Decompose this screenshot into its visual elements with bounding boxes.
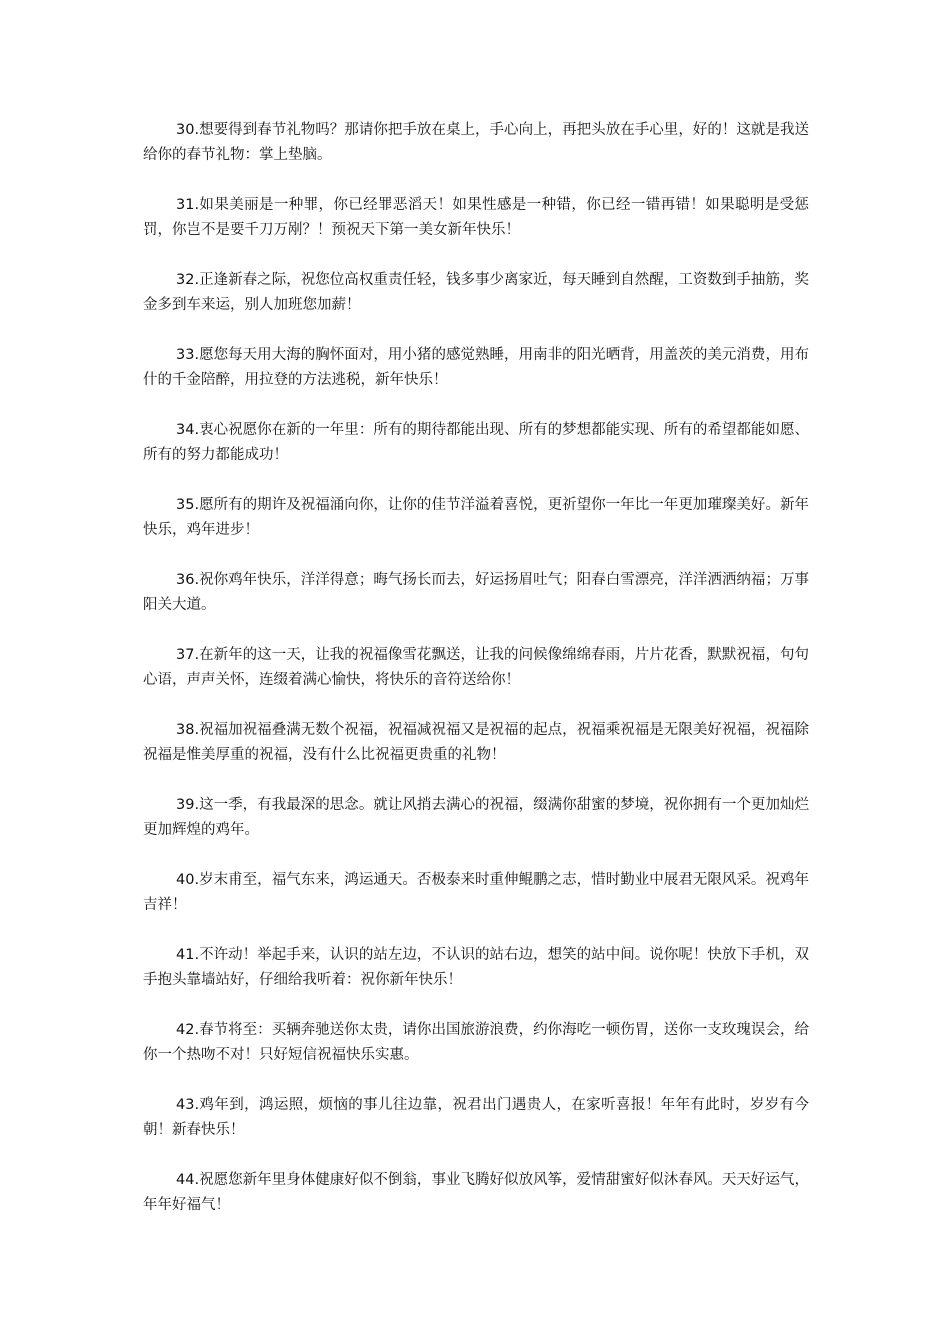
paragraph-31: 31.如果美丽是一种罪，你已经罪恶滔天！如果性感是一种错，你已经一错再错！如果聪明是受惩罚，你岂不是要千刀万剐？！预祝天下第一美女新年快乐！: [143, 197, 809, 238]
paragraph-40: 40.岁末甫至，福气东来，鸿运通天。否极泰来时重伸鲲鹏之志，惜时勤业中展君无限风采。祝鸡年吉祥！: [143, 872, 809, 913]
paragraph-38: 38.祝福加祝福叠满无数个祝福，祝福减祝福又是祝福的起点，祝福乘祝福是无限美好祝福，祝福除祝福是惟美厚重的祝福，没有什么比祝福更贵重的礼物！: [143, 722, 809, 763]
paragraph-35: 35.愿所有的期许及祝福涌向你，让你的佳节洋溢着喜悦，更祈望你一年比一年更加璀璨美好。新年快乐，鸡年进步！: [143, 497, 809, 538]
paragraph-30: 30.想要得到春节礼物吗？那请你把手放在桌上，手心向上，再把头放在手心里，好的！这就是我送给你的春节礼物：掌上垫脑。: [143, 122, 809, 163]
paragraph-43: 43.鸡年到，鸿运照，烦恼的事儿往边靠，祝君出门遇贵人，在家听喜报！年年有此时，岁岁有今朝！新春快乐！: [143, 1097, 809, 1138]
document-body: [143, 118, 809, 1243]
paragraph-37: 37.在新年的这一天，让我的祝福像雪花飘送，让我的问候像绵绵春雨，片片花香，默默祝福，句句心语，声声关怀，连缀着满心愉快，将快乐的音符送给你！: [143, 647, 809, 688]
paragraph-32: 32.正逢新春之际，祝您位高权重责任轻，钱多事少离家近，每天睡到自然醒，工资数到手抽筋，奖金多到车来运，别人加班您加薪！: [143, 272, 809, 313]
paragraph-41: 41.不许动！举起手来，认识的站左边，不认识的站右边，想笑的站中间。说你呢！快放下手机，双手抱头靠墙站好，仔细给我听着：祝你新年快乐！: [143, 947, 809, 988]
paragraph-33: 33.愿您每天用大海的胸怀面对，用小猪的感觉熟睡，用南非的阳光晒背，用盖茨的美元消费，用布什的千金陪醉，用拉登的方法逃税，新年快乐！: [143, 347, 809, 388]
paragraph-44: 44.祝愿您新年里身体健康好似不倒翁，事业飞腾好似放风筝，爱情甜蜜好似沐春风。天天好运气，年年好福气！: [143, 1172, 809, 1213]
paragraph-36: 36.祝你鸡年快乐，洋洋得意；晦气扬长而去，好运扬眉吐气；阳春白雪漂亮，洋洋洒洒纳福；万事阳关大道。: [143, 572, 809, 613]
paragraph-34: 34.衷心祝愿你在新的一年里：所有的期待都能出现、所有的梦想都能实现、所有的希望都能如愿、所有的努力都能成功！: [143, 422, 809, 463]
paragraph-39: 39.这一季，有我最深的思念。就让风捎去满心的祝福，缀满你甜蜜的梦境，祝你拥有一个更加灿烂更加辉煌的鸡年。: [143, 797, 809, 838]
paragraph-42: 42.春节将至：买辆奔驰送你太贵，请你出国旅游浪费，约你海吃一顿伤胃，送你一支玫瑰误会，给你一个热吻不对！只好短信祝福快乐实惠。: [143, 1022, 809, 1063]
